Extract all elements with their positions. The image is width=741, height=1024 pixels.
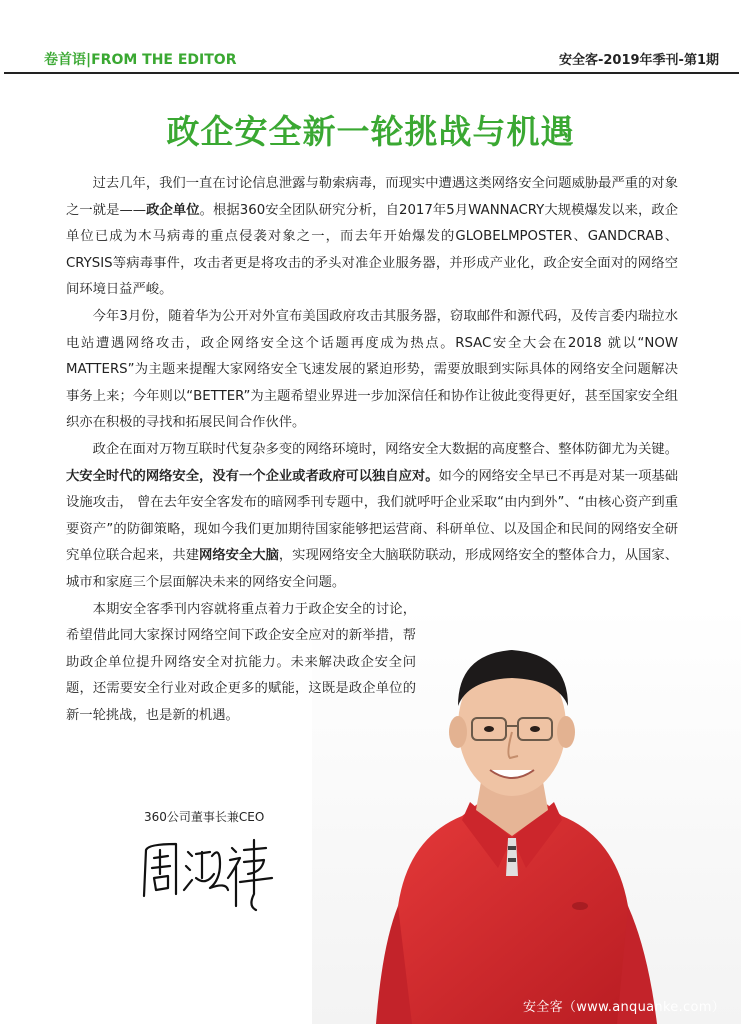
handwritten-signature xyxy=(136,830,276,914)
section-label: 卷首语|FROM THE EDITOR xyxy=(44,52,237,68)
signer-title: 360公司董事长兼CEO xyxy=(144,810,265,824)
paragraph-3-emphasis-1: 大安全时代的网络安全，没有一个企业或者政府可以独自应对。 xyxy=(66,468,439,484)
issue-label: 安全客-2019年季刊-第1期 xyxy=(558,53,719,68)
article-body xyxy=(66,171,678,729)
watermark-text: 安全客（www.anquanke.com） xyxy=(523,1000,725,1015)
paragraph-3-emphasis-2: 网络安全大脑 xyxy=(199,548,279,564)
article-title: 政企安全新一轮挑战与机遇 xyxy=(166,112,575,151)
paragraph-4: 本期安全客季刊内容就将重点着力于政企安全的讨论，希望借此同大家探讨网络空间下政企安全应对的新举措，帮助政企单位提升网络安全对抗能力。未来解决政企安全问题，还需要安全行业对政企更多的赋能，这既是政企单位的新一轮挑战，也是新的机遇。 xyxy=(66,601,416,723)
paragraph-3-text-b: 如今的网络安全早已不再是对某一项基础设施攻击， 曾在去年安全客发布的暗网季刊专题中，我们就呼吁企业采取“由内到外”、“由核心资产到重要资产”的防御策略，现如今我们更加期待国家能够把运营商、科研单位、以及国企和民间的网络安全研究单位联合起来，共建 xyxy=(66,468,679,564)
paragraph-3-text-a: 政企在面对万物互联时代复杂多变的网络环境时，网络安全大数据的高度整合、整体防御尤为关键。 xyxy=(92,441,678,457)
page-header xyxy=(0,0,741,76)
paragraph-3 xyxy=(66,437,678,597)
paragraph-1-text-b: 。根据360安全团队研究分析，自2017年5月WANNACRY大规模爆发以来，政企单位已成为木马病毒的重点侵袭对象之一，而去年开始爆发的GLOBELMPOSTER、GANDCRAB、CRYSIS等病毒事件，攻击者更是将攻击的矛头对准企业服务器，并形成产业化，政企安全面对的网络空间环境日益严峻。 xyxy=(66,202,679,298)
paragraph-2: 今年3月份，随着华为公开对外宣布美国政府攻击其服务器，窃取邮件和源代码，及传言委内瑞拉水电站遭遇网络攻击，政企网络安全这个话题再度成为热点。RSAC安全大会在2018 就以“NOW MATTERS”为主题来提醒大家网络安全飞速发展的紧迫形势，需要放眼到实际具体的网络安全问题解决事务上来；今年则以“BETTER”为主题希望业界进一步加深信任和协作让彼此变得更好，甚至国家安全组织亦在积极的寻找和拓展民间合作伙伴。 xyxy=(66,308,678,431)
paragraph-1 xyxy=(66,171,678,304)
header-divider xyxy=(4,72,739,74)
paragraph-1-text-a: 过去几年，我们一直在讨论信息泄露与勒索病毒，而现实中遭遇这类网络安全问题威胁最严重的对象之一就是—— xyxy=(66,176,678,218)
paragraph-1-emphasis: 政企单位 xyxy=(146,202,200,218)
paragraph-3-text-c: ，实现网络安全大脑联防联动，形成网络安全的整体合力，从国家、城市和家庭三个层面解决未来的网络安全问题。 xyxy=(66,548,679,590)
